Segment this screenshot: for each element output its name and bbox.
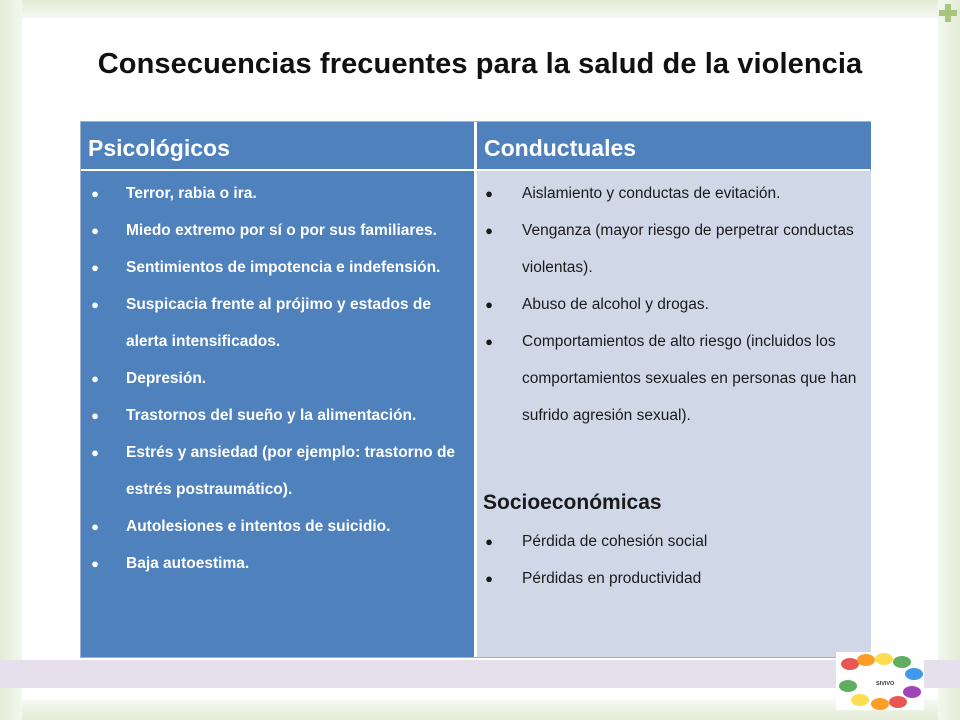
psychological-item xyxy=(89,175,474,212)
slide-frame-right xyxy=(938,0,960,720)
psychological-list xyxy=(89,175,474,582)
sivivo-logo xyxy=(836,652,924,710)
logo-hand-shape xyxy=(841,658,859,670)
behavioral-item xyxy=(483,212,868,286)
list-item-text: Estrés y ansiedad (por ejemplo: trastorno de estrés postraumático). xyxy=(126,444,456,498)
psychological-item xyxy=(89,360,474,397)
list-item-text: Terror, rabia o ira. xyxy=(126,185,257,202)
psychological-item xyxy=(89,545,474,582)
behavioral-column xyxy=(477,171,871,657)
psychological-item xyxy=(89,434,474,508)
logo-hand-shape xyxy=(851,694,869,706)
logo-hand-shape xyxy=(889,696,907,708)
logo-hand-shape xyxy=(875,653,893,665)
socioeconomic-list xyxy=(483,523,868,597)
plus-decoration-icon xyxy=(936,4,960,22)
list-item-text: Miedo extremo por sí o por sus familiares. xyxy=(126,222,437,239)
logo-text: SIVIVO xyxy=(876,681,895,687)
subheader-socioeconomicas: Socioeconómicas xyxy=(483,491,662,514)
list-item-text: Pérdidas en productividad xyxy=(522,570,702,587)
logo-hand-shape xyxy=(903,686,921,698)
behavioral-item xyxy=(483,286,868,323)
list-item-text: Depresión. xyxy=(126,370,207,387)
psychological-item xyxy=(89,286,474,360)
header-conductuales: Conductuales xyxy=(477,122,871,169)
list-item-text: Venganza (mayor riesgo de perpetrar conductas violentas). xyxy=(522,222,854,276)
bullet-icon: ● xyxy=(485,534,493,549)
bullet-icon: ● xyxy=(485,186,493,201)
psychological-item xyxy=(89,397,474,434)
bullet-icon: ● xyxy=(485,297,493,312)
list-item-text: Trastornos del sueño y la alimentación. xyxy=(126,407,417,424)
bullet-icon: ● xyxy=(91,408,99,423)
page-title: Consecuencias frecuentes para la salud de la violencia xyxy=(97,48,863,80)
list-item-text: Sentimientos de impotencia e indefensión. xyxy=(126,259,441,276)
bullet-icon: ● xyxy=(91,223,99,238)
behavioral-item xyxy=(483,323,868,434)
bottom-band xyxy=(0,660,960,688)
socioeconomic-item xyxy=(483,560,868,597)
bullet-icon: ● xyxy=(485,571,493,586)
bullet-icon: ● xyxy=(91,371,99,386)
hands-logo-icon xyxy=(836,652,924,710)
psychological-item xyxy=(89,212,474,249)
slide-frame-left xyxy=(0,0,22,720)
consequences-table xyxy=(80,121,871,658)
bullet-icon: ● xyxy=(91,445,99,460)
list-item-text: Abuso de alcohol y drogas. xyxy=(522,296,709,313)
bullet-icon: ● xyxy=(91,556,99,571)
socioeconomic-item xyxy=(483,523,868,560)
logo-hand-shape xyxy=(857,654,875,666)
bullet-icon: ● xyxy=(91,260,99,275)
logo-hand-shape xyxy=(839,680,857,692)
bullet-icon: ● xyxy=(485,334,493,349)
slide-frame-top xyxy=(0,0,960,18)
list-item-text: Pérdida de cohesión social xyxy=(522,533,708,550)
header-psicologicos: Psicológicos xyxy=(81,122,474,169)
behavioral-item xyxy=(483,175,868,212)
slide-frame-bottom xyxy=(0,700,960,720)
bullet-icon: ● xyxy=(485,223,493,238)
bullet-icon: ● xyxy=(91,297,99,312)
psychological-item xyxy=(89,508,474,545)
logo-hand-shape xyxy=(871,698,889,710)
bullet-icon: ● xyxy=(91,519,99,534)
list-item-text: Aislamiento y conductas de evitación. xyxy=(522,185,781,202)
behavioral-list xyxy=(483,175,868,434)
list-item-text: Suspicacia frente al prójimo y estados de alerta intensificados. xyxy=(126,296,431,350)
list-item-text: Baja autoestima. xyxy=(126,555,250,572)
list-item-text: Autolesiones e intentos de suicidio. xyxy=(126,518,391,535)
bullet-icon: ● xyxy=(91,186,99,201)
logo-hand-shape xyxy=(893,656,911,668)
list-item-text: Comportamientos de alto riesgo (incluidos los comportamientos sexuales en personas que han sufrido agresión sexual). xyxy=(522,333,857,424)
logo-hand-shape xyxy=(905,668,923,680)
psychological-item xyxy=(89,249,474,286)
psychological-column xyxy=(81,171,474,657)
